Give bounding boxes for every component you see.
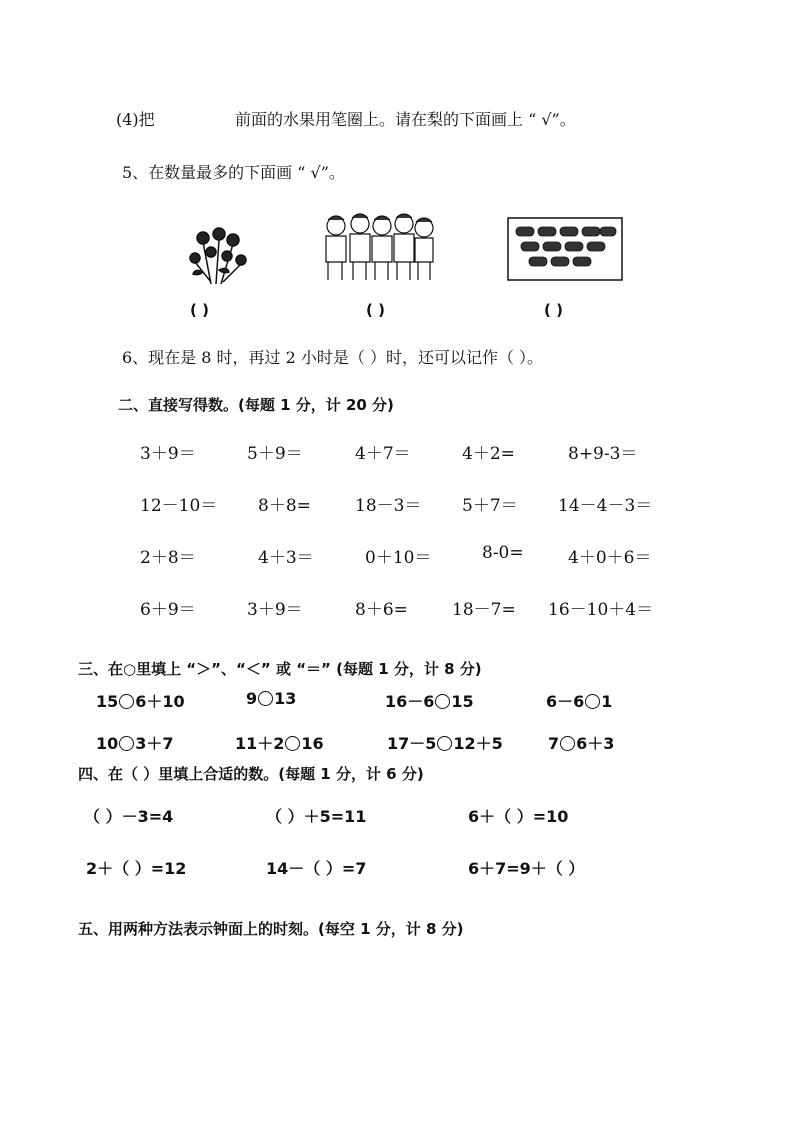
- sec2-item[interactable]: 4＋0＋6＝: [568, 548, 652, 568]
- sec2-item[interactable]: 3＋9＝: [140, 444, 196, 464]
- children-answer-bracket[interactable]: ( ): [366, 301, 385, 319]
- sec2-item[interactable]: 12－10＝: [140, 496, 218, 516]
- sec2-item[interactable]: 5＋7＝: [462, 496, 518, 516]
- compare-circle[interactable]: [585, 694, 600, 709]
- sec2-item[interactable]: 4＋3＝: [258, 548, 314, 568]
- sec2-item[interactable]: 8+9-3＝: [568, 444, 638, 464]
- sec2-item[interactable]: 5＋9＝: [247, 444, 303, 464]
- compare-circle[interactable]: [119, 736, 134, 751]
- section3-title: 三、在○里填上 “＞”、“＜” 或 “＝” (每题 1 分，计 8 分): [78, 660, 482, 678]
- compare-circle[interactable]: [119, 694, 134, 709]
- sec2-item[interactable]: 14－4－3＝: [558, 496, 653, 516]
- sec2-item[interactable]: 2＋8＝: [140, 548, 196, 568]
- burgers-answer-bracket[interactable]: ( ): [544, 301, 563, 319]
- fill-in-item[interactable]: （ ）＋5=11: [266, 807, 367, 826]
- compare-item[interactable]: 15 6＋10: [96, 692, 185, 711]
- sec2-item[interactable]: 18－3＝: [355, 496, 422, 516]
- compare-item[interactable]: 10 3＋7: [96, 734, 174, 753]
- compare-circle[interactable]: [285, 736, 300, 751]
- sec2-item[interactable]: 8＋6=: [355, 600, 408, 620]
- fill-in-item[interactable]: 14－（ ）=7: [266, 859, 367, 878]
- compare-circle[interactable]: [437, 736, 452, 751]
- section2-title: 二、直接写得数。(每题 1 分，计 20 分): [118, 396, 394, 414]
- q6-text: 6、现在是 8 时，再过 2 小时是（ ）时，还可以记作（ ）。: [122, 348, 544, 367]
- section5-title: 五、用两种方法表示钟面上的时刻。(每空 1 分，计 8 分): [78, 920, 464, 938]
- q4-text: 前面的水果用笔圈上。请在梨的下面画上 “ √”。: [235, 110, 576, 129]
- compare-item[interactable]: 17－5 12＋5: [387, 734, 503, 753]
- sec2-item[interactable]: 18－7=: [452, 600, 516, 620]
- burgers-picture: [507, 217, 623, 281]
- compare-item[interactable]: 16－6 15: [385, 692, 474, 711]
- flowers-picture: [183, 222, 249, 290]
- q4-prefix: (4)把: [116, 110, 155, 129]
- fill-in-item[interactable]: 6＋（ ）=10: [468, 807, 569, 826]
- compare-circle[interactable]: [435, 694, 450, 709]
- sec2-item[interactable]: 3＋9＝: [247, 600, 303, 620]
- sec2-item[interactable]: 16－10＋4＝: [548, 600, 654, 620]
- compare-circle[interactable]: [258, 691, 273, 706]
- sec2-item[interactable]: 8＋8=: [258, 496, 311, 516]
- fill-in-item[interactable]: 2＋（ ）=12: [86, 859, 187, 878]
- fill-in-item[interactable]: 6＋7=9＋（ ）: [468, 859, 585, 878]
- sec2-item[interactable]: 4＋7＝: [355, 444, 411, 464]
- q5-text: 5、在数量最多的下面画 “ √”。: [122, 163, 345, 182]
- fill-in-item[interactable]: （ ）－3=4: [84, 807, 174, 826]
- compare-item[interactable]: 9 13: [246, 689, 297, 708]
- sec2-item[interactable]: 8-0=: [482, 543, 524, 563]
- compare-item[interactable]: 7 6＋3: [548, 734, 615, 753]
- flowers-answer-bracket[interactable]: ( ): [190, 301, 209, 319]
- compare-item[interactable]: 6－6 1: [546, 692, 613, 711]
- sec2-item[interactable]: 0＋10＝: [365, 548, 432, 568]
- section4-title: 四、在（ ）里填上合适的数。(每题 1 分，计 6 分): [78, 765, 424, 783]
- compare-circle[interactable]: [560, 736, 575, 751]
- compare-item[interactable]: 11＋2 16: [235, 734, 324, 753]
- sec2-item[interactable]: 6＋9＝: [140, 600, 196, 620]
- sec2-item[interactable]: 4＋2=: [462, 444, 515, 464]
- children-picture: [318, 210, 440, 284]
